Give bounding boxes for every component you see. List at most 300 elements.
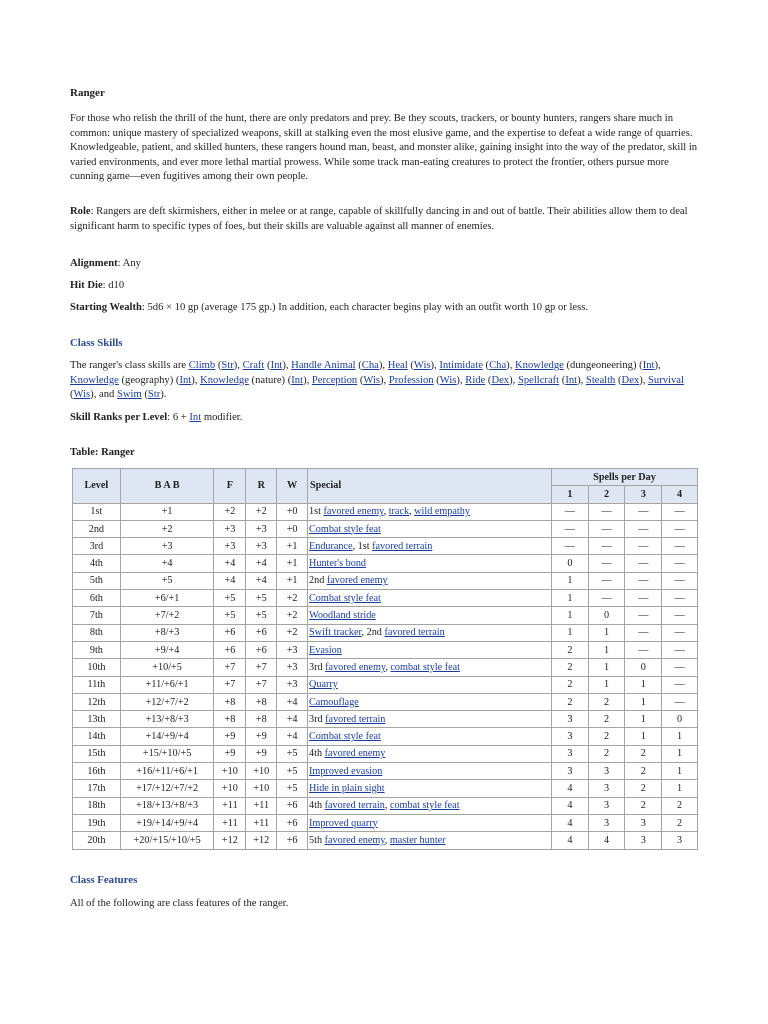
cell-level: 13th — [73, 711, 121, 728]
header-spell-level-1: 1 — [552, 486, 589, 503]
special-link[interactable]: track — [388, 506, 410, 518]
cell-spells-4: — — [662, 607, 698, 624]
cell-special — [308, 711, 552, 728]
special-text: 4th — [309, 800, 325, 812]
cell-spells-3: 1 — [625, 676, 662, 693]
cell-level: 11th — [73, 676, 121, 693]
skill-ranks-text-end: modifier. — [201, 412, 243, 423]
table-row — [73, 814, 698, 831]
cell-spells-4: 3 — [662, 832, 698, 849]
table-title: Table: Ranger — [70, 447, 135, 458]
cell-r: +4 — [246, 572, 277, 589]
special-text: 3rd — [309, 713, 326, 725]
cell-spells-4: — — [662, 624, 698, 641]
cell-level: 18th — [73, 797, 121, 814]
cell-r: +7 — [246, 659, 277, 676]
cell-w: +2 — [277, 624, 308, 641]
ability-link[interactable]: Cha — [489, 360, 507, 371]
cell-r: +8 — [246, 693, 277, 710]
special-link[interactable]: favored enemy — [323, 506, 384, 518]
cell-spells-1: 1 — [552, 607, 589, 624]
cell-special — [308, 659, 552, 676]
starting-wealth-line — [70, 301, 700, 316]
special-link[interactable]: Woodland stride — [309, 610, 376, 622]
cell-w: +5 — [277, 780, 308, 797]
skill-link[interactable]: Perception — [311, 374, 358, 386]
skill-link[interactable]: Stealth — [585, 374, 616, 386]
skill-link[interactable]: Knowledge — [515, 360, 564, 371]
skill-link[interactable]: Swim — [116, 389, 142, 401]
special-link[interactable]: favored terrain — [325, 713, 386, 725]
hit-die-label: Hit Die — [70, 280, 103, 291]
skill-link[interactable]: Ride — [465, 374, 486, 386]
cell-spells-3: — — [625, 503, 662, 520]
cell-level: 4th — [73, 555, 121, 572]
cell-spells-1: — — [552, 538, 589, 555]
cell-special — [308, 797, 552, 814]
cell-spells-2: 0 — [588, 607, 625, 624]
cell-spells-1: — — [552, 503, 589, 520]
cell-spells-4: — — [662, 676, 698, 693]
cell-f: +9 — [214, 745, 246, 762]
cell-r: +5 — [246, 590, 277, 607]
special-link[interactable]: Combat style feat — [309, 731, 381, 743]
role-paragraph — [70, 205, 700, 234]
table-row — [73, 624, 698, 641]
skill-link[interactable]: Survival — [648, 374, 684, 386]
cell-bab: +4 — [120, 555, 214, 572]
cell-spells-3: — — [625, 572, 662, 589]
cell-r: +3 — [246, 520, 277, 537]
cell-f: +6 — [214, 624, 246, 641]
special-text: , 1st — [352, 540, 373, 552]
cell-level: 17th — [73, 780, 121, 797]
skill-link[interactable]: Knowledge — [200, 374, 249, 386]
ability-link[interactable]: Int — [291, 374, 304, 386]
special-link[interactable]: Camouflage — [309, 696, 359, 708]
cell-w: +1 — [277, 555, 308, 572]
cell-special — [308, 520, 552, 537]
cell-spells-3: 2 — [625, 780, 662, 797]
cell-special — [308, 676, 552, 693]
table-row — [73, 538, 698, 555]
cell-spells-4: — — [662, 590, 698, 607]
cell-level: 3rd — [73, 538, 121, 555]
table-row — [73, 590, 698, 607]
alignment-line — [70, 257, 700, 272]
special-link[interactable]: favored enemy — [326, 575, 388, 587]
cell-spells-2: — — [588, 538, 625, 555]
cell-level: 1st — [73, 503, 121, 520]
cell-spells-2: 1 — [588, 624, 625, 641]
cell-w: +2 — [277, 607, 308, 624]
header-fort: F — [214, 469, 246, 504]
role-label: Role — [70, 206, 91, 217]
cell-special — [308, 763, 552, 780]
ability-link[interactable]: Wis — [413, 360, 431, 371]
cell-spells-1: 2 — [552, 641, 589, 658]
ability-link[interactable]: Int — [179, 374, 192, 386]
special-link[interactable]: Endurance — [309, 540, 353, 552]
skill-ranks-label: Skill Ranks per Level — [70, 412, 168, 423]
special-text: , — [409, 506, 415, 518]
skill-link[interactable]: Craft — [242, 360, 265, 371]
cell-f: +9 — [214, 728, 246, 745]
cell-r: +7 — [246, 676, 277, 693]
skill-link[interactable]: Handle Animal — [291, 360, 356, 371]
skill-ranks-line — [70, 411, 700, 426]
cell-bab: +12/+7/+2 — [120, 693, 214, 710]
cell-spells-1: 4 — [552, 814, 589, 831]
cell-spells-3: 3 — [625, 832, 662, 849]
ability-link[interactable]: Cha — [361, 360, 379, 371]
hit-die-line — [70, 279, 700, 294]
cell-bab: +11/+6/+1 — [120, 676, 214, 693]
cell-w: +6 — [277, 832, 308, 849]
cell-spells-4: 1 — [662, 728, 698, 745]
cell-spells-1: — — [552, 520, 589, 537]
table-row — [73, 780, 698, 797]
cell-spells-1: 3 — [552, 763, 589, 780]
cell-special — [308, 555, 552, 572]
header-spell-level-3: 3 — [625, 486, 662, 503]
cell-bab: +2 — [120, 520, 214, 537]
cell-spells-3: 2 — [625, 763, 662, 780]
special-link[interactable]: Combat style feat — [309, 523, 381, 535]
skill-link[interactable]: Profession — [388, 374, 434, 386]
special-text: , — [385, 661, 391, 673]
cell-spells-4: 1 — [662, 745, 698, 762]
cell-spells-3: 1 — [625, 728, 662, 745]
special-link[interactable]: Swift tracker — [309, 627, 362, 639]
page-title: Ranger — [70, 87, 105, 99]
cell-r: +6 — [246, 641, 277, 658]
table-row — [73, 572, 698, 589]
cell-spells-1: 2 — [552, 693, 589, 710]
ability-link[interactable]: Str — [221, 360, 234, 371]
special-link[interactable]: wild empathy — [414, 506, 470, 518]
cell-r: +11 — [246, 797, 277, 814]
cell-f: +4 — [214, 555, 246, 572]
special-text: , — [384, 834, 390, 846]
table-row — [73, 503, 698, 520]
cell-spells-2: 1 — [588, 676, 625, 693]
cell-r: +5 — [246, 607, 277, 624]
cell-spells-3: 2 — [625, 797, 662, 814]
cell-f: +6 — [214, 641, 246, 658]
special-link[interactable]: Hunter's bond — [309, 558, 367, 570]
hit-die-text: : d10 — [102, 280, 125, 291]
cell-level: 2nd — [73, 520, 121, 537]
table-row — [73, 555, 698, 572]
cell-spells-1: 3 — [552, 745, 589, 762]
header-bab: B A B — [120, 469, 214, 504]
cell-special — [308, 641, 552, 658]
cell-spells-3: — — [625, 590, 662, 607]
cell-r: +6 — [246, 624, 277, 641]
cell-spells-2: 2 — [588, 745, 625, 762]
cell-spells-1: 2 — [552, 659, 589, 676]
cell-f: +4 — [214, 572, 246, 589]
special-text: 4th — [309, 748, 325, 760]
cell-r: +10 — [246, 763, 277, 780]
cell-level: 8th — [73, 624, 121, 641]
table-row — [73, 763, 698, 780]
ability-link[interactable]: Int — [642, 360, 655, 371]
cell-spells-4: — — [662, 693, 698, 710]
alignment-text: : Any — [117, 258, 141, 269]
ability-link[interactable]: Dex — [491, 374, 510, 386]
cell-spells-2: — — [588, 590, 625, 607]
skill-ranks-text: : 6 + — [167, 412, 190, 423]
cell-w: +0 — [277, 520, 308, 537]
cell-w: +1 — [277, 538, 308, 555]
cell-f: +11 — [214, 797, 246, 814]
cell-w: +6 — [277, 814, 308, 831]
header-level: Level — [73, 469, 121, 504]
cell-spells-1: 4 — [552, 797, 589, 814]
cell-r: +4 — [246, 555, 277, 572]
special-text: , 2nd — [361, 627, 385, 639]
special-link[interactable]: master hunter — [389, 834, 446, 846]
cell-f: +12 — [214, 832, 246, 849]
cell-spells-1: 3 — [552, 711, 589, 728]
table-row — [73, 797, 698, 814]
ability-link[interactable]: Str — [147, 389, 161, 401]
skill-subtype: (dungeoneering) — [563, 360, 637, 371]
ranger-table — [72, 468, 698, 850]
cell-bab: +19/+14/+9/+4 — [120, 814, 214, 831]
skill-link[interactable]: Heal — [387, 360, 408, 371]
table-row — [73, 711, 698, 728]
cell-bab: +16/+11/+6/+1 — [120, 763, 214, 780]
table-row — [73, 641, 698, 658]
cell-level: 16th — [73, 763, 121, 780]
skill-subtype: (geography) — [118, 374, 174, 386]
cell-w: +2 — [277, 590, 308, 607]
special-text: , — [384, 800, 390, 812]
cell-spells-3: — — [625, 555, 662, 572]
special-link[interactable]: Improved quarry — [309, 817, 378, 829]
role-text: : Rangers are deft skirmishers, either in melee or at range, capable of skillfully dancing in and out of battle. Their abilities allow them to deal significant harm to specific types of foes, but their skills are valuable against all manner of enemies. — [70, 206, 688, 232]
table-row — [73, 745, 698, 762]
cell-special — [308, 745, 552, 762]
header-spell-level-4: 4 — [662, 486, 698, 503]
cell-f: +2 — [214, 503, 246, 520]
cell-w: +1 — [277, 572, 308, 589]
starting-wealth-label: Starting Wealth — [70, 302, 142, 313]
cell-level: 12th — [73, 693, 121, 710]
cell-spells-2: — — [588, 572, 625, 589]
special-text: 1st — [309, 506, 324, 518]
skill-link[interactable]: Spellcraft — [517, 374, 560, 386]
int-link[interactable]: Int — [189, 412, 202, 423]
special-link[interactable]: Hide in plain sight — [309, 782, 385, 794]
cell-spells-4: — — [662, 520, 698, 537]
cell-bab: +18/+13/+8/+3 — [120, 797, 214, 814]
cell-spells-1: 4 — [552, 780, 589, 797]
cell-special — [308, 572, 552, 589]
special-link[interactable]: favored terrain — [384, 627, 445, 639]
cell-spells-3: 2 — [625, 745, 662, 762]
cell-bab: +10/+5 — [120, 659, 214, 676]
special-link[interactable]: Improved evasion — [309, 765, 383, 777]
header-special: Special — [308, 469, 552, 504]
cell-w: +5 — [277, 745, 308, 762]
cell-w: +3 — [277, 641, 308, 658]
cell-spells-3: — — [625, 538, 662, 555]
header-ref: R — [246, 469, 277, 504]
cell-spells-1: 0 — [552, 555, 589, 572]
ability-link[interactable]: Int — [270, 360, 283, 371]
cell-f: +5 — [214, 590, 246, 607]
cell-spells-4: 0 — [662, 711, 698, 728]
cell-special — [308, 624, 552, 641]
class-skills-intro: The ranger's class skills are — [70, 360, 189, 371]
cell-f: +11 — [214, 814, 246, 831]
ability-link[interactable]: Wis — [363, 374, 381, 386]
cell-spells-1: 3 — [552, 728, 589, 745]
cell-f: +7 — [214, 659, 246, 676]
special-link[interactable]: favored terrain — [324, 800, 385, 812]
cell-spells-1: 1 — [552, 572, 589, 589]
cell-spells-2: 3 — [588, 797, 625, 814]
cell-spells-3: 1 — [625, 711, 662, 728]
cell-special — [308, 503, 552, 520]
cell-w: +4 — [277, 711, 308, 728]
cell-spells-1: 1 — [552, 590, 589, 607]
cell-w: +0 — [277, 503, 308, 520]
cell-f: +8 — [214, 693, 246, 710]
skill-link[interactable]: Climb — [188, 360, 216, 371]
cell-spells-1: 4 — [552, 832, 589, 849]
special-link[interactable]: combat style feat — [390, 661, 460, 673]
header-will: W — [277, 469, 308, 504]
cell-f: +3 — [214, 538, 246, 555]
cell-bab: +20/+15/+10/+5 — [120, 832, 214, 849]
special-text: 5th — [309, 834, 325, 846]
ability-link[interactable]: Wis — [439, 374, 457, 386]
table-row — [73, 659, 698, 676]
cell-w: +6 — [277, 797, 308, 814]
cell-spells-2: 3 — [588, 763, 625, 780]
cell-spells-3: — — [625, 520, 662, 537]
ability-link[interactable]: Wis — [73, 389, 91, 401]
cell-level: 5th — [73, 572, 121, 589]
cell-r: +8 — [246, 711, 277, 728]
cell-spells-4: 1 — [662, 780, 698, 797]
cell-f: +8 — [214, 711, 246, 728]
class-skills-paragraph: The ranger's class skills are Climb (Str), Craft (Int), Handle Animal (Cha), Heal (Wis), Intimidate (Cha), Knowledge (dungeoneering) (Int), Knowledge (geography) (Int), Knowledge (nature) (Int), Perception (Wis), Profession (Wis), Ride (Dex), Spellcraft (Int), Stealth (Dex), Survival (Wis), and Swim (Str). — [70, 360, 684, 401]
cell-bab: +14/+9/+4 — [120, 728, 214, 745]
cell-f: +5 — [214, 607, 246, 624]
cell-spells-1: 1 — [552, 624, 589, 641]
cell-spells-2: 3 — [588, 780, 625, 797]
cell-w: +3 — [277, 659, 308, 676]
special-text: , — [383, 506, 389, 518]
cell-spells-4: — — [662, 555, 698, 572]
cell-special — [308, 780, 552, 797]
special-text: 3rd — [309, 661, 326, 673]
table-row — [73, 520, 698, 537]
cell-spells-4: 1 — [662, 763, 698, 780]
cell-w: +5 — [277, 763, 308, 780]
special-text: 2nd — [309, 575, 327, 587]
special-link[interactable]: favored enemy — [324, 834, 385, 846]
cell-spells-4: 2 — [662, 797, 698, 814]
cell-r: +10 — [246, 780, 277, 797]
cell-level: 6th — [73, 590, 121, 607]
cell-spells-4: — — [662, 538, 698, 555]
cell-level: 10th — [73, 659, 121, 676]
special-link[interactable]: combat style feat — [389, 800, 460, 812]
ability-link[interactable]: Int — [565, 374, 578, 386]
table-row — [73, 832, 698, 849]
table-row — [73, 693, 698, 710]
cell-bab: +6/+1 — [120, 590, 214, 607]
ability-link[interactable]: Dex — [621, 374, 640, 386]
class-features-heading: Class Features — [70, 874, 138, 886]
cell-spells-4: 2 — [662, 814, 698, 831]
cell-w: +3 — [277, 676, 308, 693]
cell-special — [308, 590, 552, 607]
table-row — [73, 676, 698, 693]
cell-r: +3 — [246, 538, 277, 555]
cell-r: +11 — [246, 814, 277, 831]
cell-spells-2: 3 — [588, 814, 625, 831]
special-link[interactable]: favored enemy — [324, 748, 386, 760]
special-link[interactable]: favored enemy — [325, 661, 386, 673]
cell-spells-4: — — [662, 659, 698, 676]
cell-spells-2: 2 — [588, 711, 625, 728]
cell-spells-2: 2 — [588, 728, 625, 745]
special-link[interactable]: Combat style feat — [309, 592, 381, 604]
cell-spells-3: 1 — [625, 693, 662, 710]
skill-link[interactable]: Knowledge — [70, 374, 119, 386]
cell-r: +2 — [246, 503, 277, 520]
cell-special — [308, 693, 552, 710]
cell-spells-2: — — [588, 520, 625, 537]
cell-spells-3: 3 — [625, 814, 662, 831]
cell-special — [308, 607, 552, 624]
header-spells-per-day: Spells per Day — [552, 469, 698, 486]
cell-f: +10 — [214, 763, 246, 780]
cell-special — [308, 814, 552, 831]
cell-spells-3: — — [625, 624, 662, 641]
special-link[interactable]: Quarry — [309, 679, 338, 691]
cell-spells-1: 2 — [552, 676, 589, 693]
starting-wealth-text: : 5d6 × 10 gp (average 175 gp.) In addition, each character begins play with an outfit worth 10 gp or less. — [141, 302, 588, 313]
table-row — [73, 607, 698, 624]
skill-link[interactable]: Intimidate — [439, 360, 483, 371]
cell-spells-4: — — [662, 572, 698, 589]
special-link[interactable]: favored terrain — [372, 540, 433, 552]
cell-r: +9 — [246, 728, 277, 745]
cell-r: +9 — [246, 745, 277, 762]
cell-spells-2: 4 — [588, 832, 625, 849]
cell-w: +4 — [277, 728, 308, 745]
cell-w: +4 — [277, 693, 308, 710]
cell-special — [308, 728, 552, 745]
cell-special — [308, 832, 552, 849]
special-link[interactable]: Evasion — [309, 644, 342, 656]
class-features-text: All of the following are class features of the ranger. — [70, 898, 289, 909]
cell-level: 20th — [73, 832, 121, 849]
cell-spells-3: — — [625, 641, 662, 658]
cell-spells-2: 2 — [588, 693, 625, 710]
cell-bab: +13/+8/+3 — [120, 711, 214, 728]
cell-bab: +3 — [120, 538, 214, 555]
